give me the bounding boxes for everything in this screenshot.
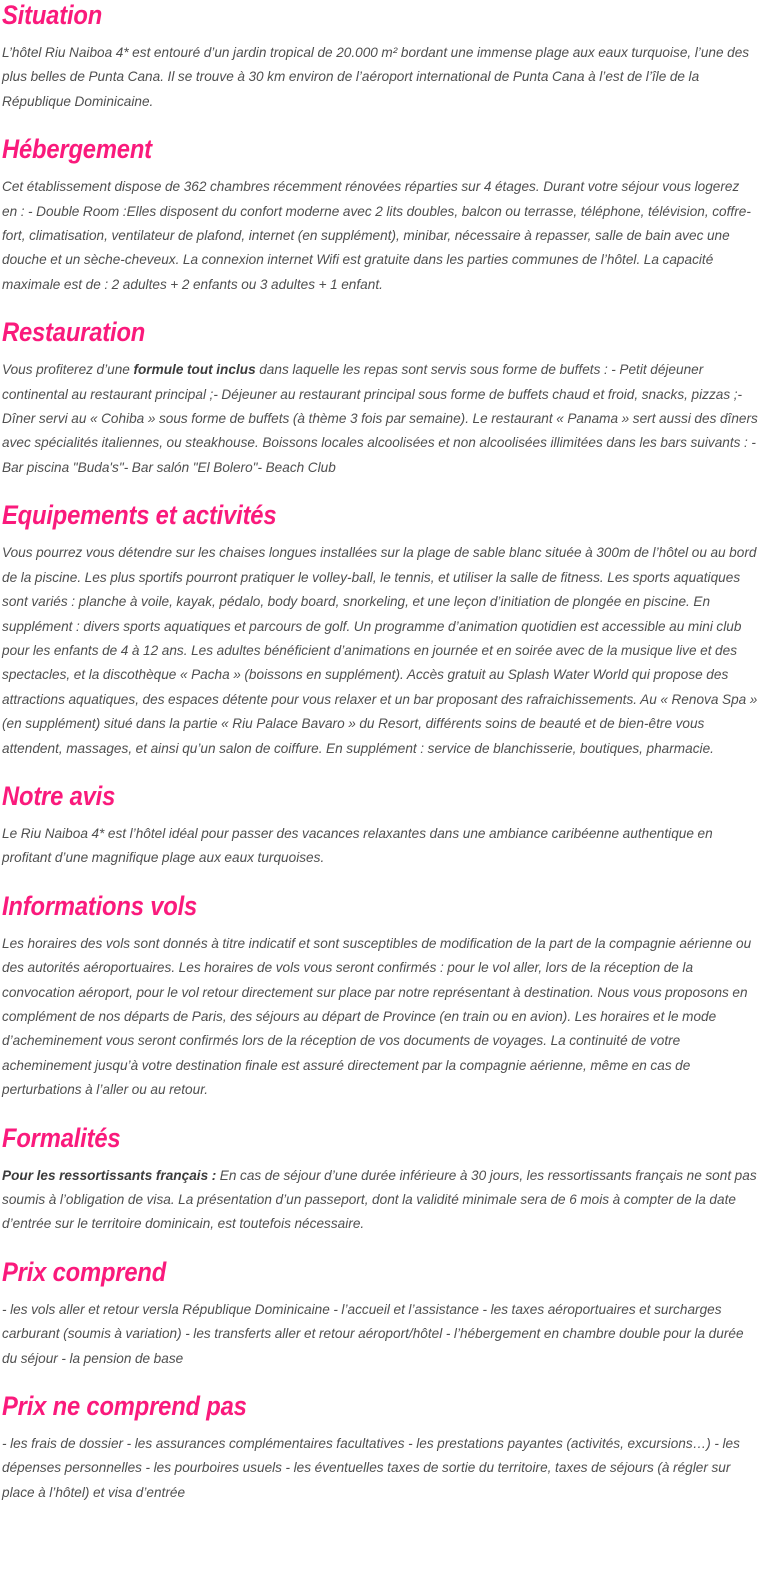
section-formalites xyxy=(2,1123,758,1237)
section-body-prix-ne-comprend-pas: - les frais de dossier - les assurances complémentaires facultatives - les prestations payantes (activités, excursions…) - les dépenses personnelles - les pourboires usuels - les éventuelles taxes de sortie du territoire, taxes de séjours (à régler sur place à l’hôtel) et visa d’entrée xyxy=(2,1436,740,1500)
section-prix-comprend xyxy=(2,1257,758,1371)
section-heading-prix-comprend: Prix comprend xyxy=(2,1256,167,1287)
section-notre-avis xyxy=(2,781,758,871)
section-heading-formalites: Formalités xyxy=(2,1122,121,1153)
section-heading-situation: Situation xyxy=(2,0,103,30)
section-equipements-et-activites xyxy=(2,500,758,761)
section-restauration xyxy=(2,317,758,480)
section-body-prix-comprend: - les vols aller et retour versla République Dominicaine - l’accueil et l’assistance - les taxes aéroportuaires et surcharges carburant (soumis à variation) - les transferts aller et retour aéroport/hôtel - l’hébergement en chambre double pour la durée du séjour - la pension de base xyxy=(2,1301,744,1366)
section-situation xyxy=(2,0,758,114)
section-body-notre-avis: Le Riu Naiboa 4* est l’hôtel idéal pour passer des vacances relaxantes dans une ambiance caribéenne authentique en profitant d’une magnifique plage aux eaux turquoises. xyxy=(2,825,713,866)
section-heading-informations-vols: Informations vols xyxy=(2,890,198,921)
section-body-hebergement: Cet établissement dispose de 362 chambres récemment rénovées réparties sur 4 étages. Durant votre séjour vous logerez en : - Double Room :Elles disposent du confort moderne avec 2 lits doubles, balcon ou terrasse, téléphone, télévision, coffre-fort, climatisation, ventilateur de plafond, internet (en supplément), minibar, nécessaire à repasser, salle de bain avec une douche et un sèche-cheveux. La connexion internet Wifi est gratuite dans les parties communes de l’hôtel. La capacité maximale est de : 2 adultes + 2 enfants ou 3 adultes + 1 enfant. xyxy=(2,179,751,292)
section-heading-hebergement: Hébergement xyxy=(2,134,152,165)
section-hebergement xyxy=(2,134,758,297)
section-heading-equipements-et-activites: Equipements et activités xyxy=(2,500,277,531)
section-heading-notre-avis: Notre avis xyxy=(2,780,116,811)
section-heading-prix-ne-comprend-pas: Prix ne comprend pas xyxy=(2,1391,247,1422)
section-body-restauration: Vous profiterez d’une formule tout inclus dans laquelle les repas sont servis sous forme de buffets : - Petit déjeuner continental au restaurant principal ;- Déjeuner au restaurant principal sous forme de buffets chaud et froid, snacks, pizzas ;- Dîner servi au « Cohiba » sous forme de buffets (à thème 3 fois par semaine). Le restaurant « Panama » sert aussi des dîners avec spécialités italiennes, ou steakhouse. Boissons locales alcoolisées et non alcoolisées illimitées dans les bars suivants : - Bar piscina "Buda's"- Bar salón "El Bolero"- Beach Club xyxy=(2,362,758,475)
section-body-informations-vols: Les horaires des vols sont donnés à titre indicatif et sont susceptibles de modification de la part de la compagnie aérienne ou des autorités aéroportuaires. Les horaires de vols vous seront confirmés : pour le vol aller, lors de la réception de la convocation aéroport, pour le vol retour directement sur place par notre représentant à destination. Nous vous proposons en complément de nos départs de Paris, des séjours au départ de Province (en train ou en avion). Les horaires et le mode d’acheminement vous seront confirmés lors de la réception de vos documents de voyages. La continuité de votre acheminement jusqu’à votre destination finale est assuré directement par la compagnie aérienne, même en cas de perturbations à l’aller ou au retour. xyxy=(2,935,752,1098)
section-body-equipements-et-activites: Vous pourrez vous détendre sur les chaises longues installées sur la plage de sable blanc située à 300m de l’hôtel ou au bord de la piscine. Les plus sportifs pourront pratiquer le volley-ball, le tennis, et utiliser la salle de fitness. Les sports aquatiques sont variés : planche à voile, kayak, pédalo, body board, snorkeling, et une leçon d’initiation de plongée en piscine. En supplément : divers sports aquatiques et parcours de golf. Un programme d’animation quotidien est accessible au mini club pour les enfants de 4 à 12 ans. Les adultes bénéficient d’animations en journée et en soirée avec de la musique live et des spectacles, et la discothèque « Pacha » (boissons en supplément). Accès gratuit au Splash Water World qui propose des attractions aquatiques, des espaces détente pour vous relaxer et un bar proposant des rafraichissements. Au « Renova Spa » (en supplément) situé dans la partie « Riu Palace Bavaro » du Resort, différents soins de beauté et de bien-être vous attendent, massages, et ainsi qu’un salon de coiffure. En supplément : service de blanchisserie, boutiques, pharmacie. xyxy=(2,545,758,756)
section-informations-vols xyxy=(2,891,758,1103)
section-body-formalites: Pour les ressortissants français : En cas de séjour d’une durée inférieure à 30 jours, les ressortissants français ne sont pas soumis à l’obligation de visa. La présentation d’un passeport, dont la validité minimale sera de 6 mois à compter de la date d’entrée sur le territoire dominicain, est toutefois nécessaire. xyxy=(2,1167,757,1232)
section-heading-restauration: Restauration xyxy=(2,317,146,348)
section-body-situation: L’hôtel Riu Naiboa 4* est entouré d’un jardin tropical de 20.000 m² bordant une immense plage aux eaux turquoise, l’une des plus belles de Punta Cana. Il se trouve à 30 km environ de l’aéroport international de Punta Cana à l’est de l’île de la République Dominicaine. xyxy=(2,45,750,109)
section-prix-ne-comprend-pas xyxy=(2,1391,758,1505)
